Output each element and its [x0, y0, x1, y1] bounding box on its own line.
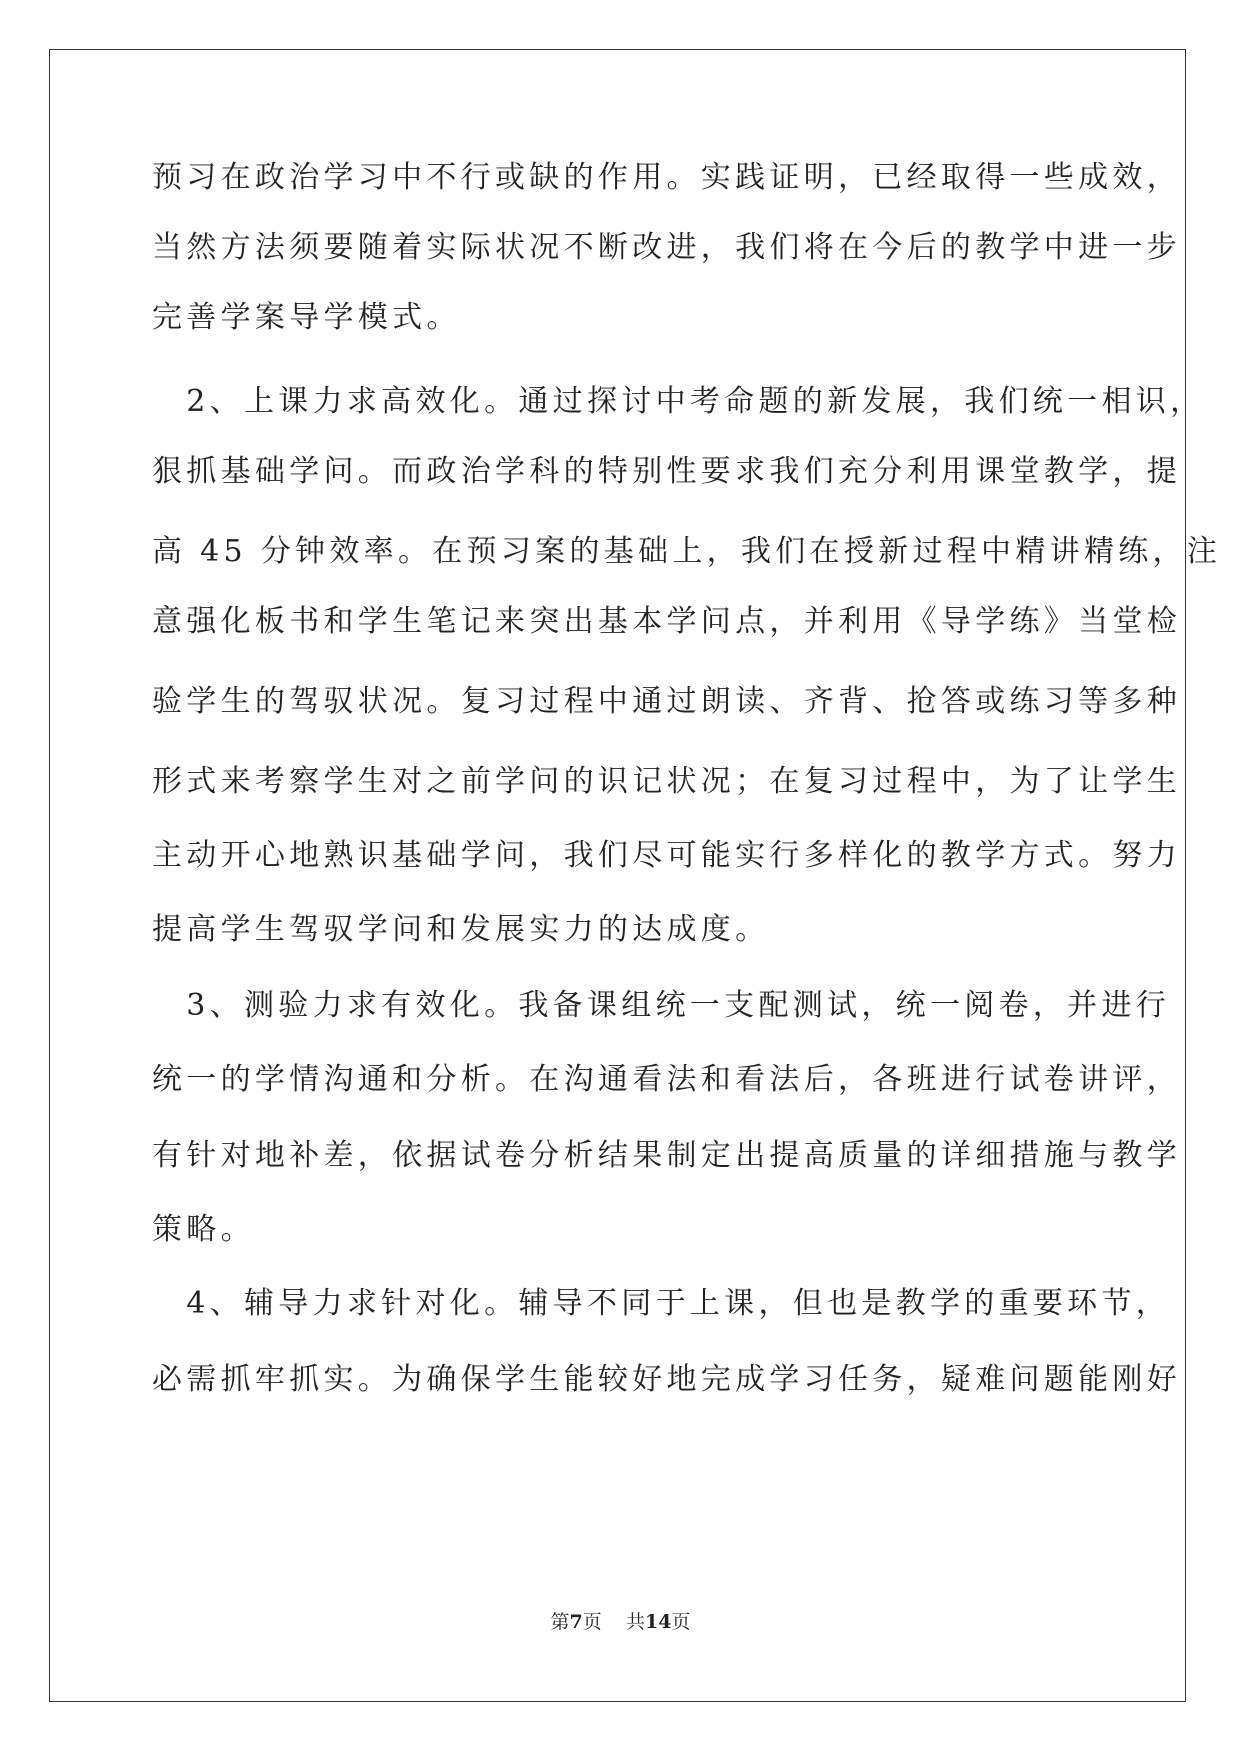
text-line: 高 45 分钟效率。在预习案的基础上，我们在授新过程中精讲精练，注 [152, 534, 1222, 569]
text-line: 当然方法须要随着实际状况不断改进，我们将在今后的教学中进一步 [152, 230, 1181, 265]
text-line: 策略。 [152, 1212, 255, 1247]
text-line: 有针对地补差，依据试卷分析结果制定出提高质量的详细措施与教学 [152, 1138, 1181, 1173]
text-line: 2、上课力求高效化。通过探讨中考命题的新发展，我们统一相识， [152, 384, 1205, 419]
text-line: 狠抓基础学问。而政治学科的特别性要求我们充分利用课堂教学，提 [152, 454, 1181, 489]
page-current: 7 [569, 1611, 583, 1633]
total-suffix: 页 [671, 1611, 691, 1633]
text-line: 3、测验力求有效化。我备课组统一支配测试，统一阅卷，并进行 [152, 988, 1171, 1023]
page-prefix: 第 [550, 1611, 570, 1633]
text-line: 必需抓牢抓实。为确保学生能较好地完成学习任务，疑难问题能刚好 [152, 1362, 1181, 1397]
text-line: 形式来考察学生对之前学问的识记状况；在复习过程中，为了让学生 [152, 764, 1181, 799]
text-line: 4、辅导力求针对化。辅导不同于上课，但也是教学的重要环节， [152, 1286, 1171, 1321]
page-total: 14 [644, 1611, 672, 1633]
text-line: 提高学生驾驭学问和发展实力的达成度。 [152, 912, 770, 947]
page-footer [0, 1610, 1241, 1634]
text-line: 完善学案导学模式。 [152, 300, 461, 335]
text-line: 意强化板书和学生笔记来突出基本学问点，并利用《导学练》当堂检 [152, 604, 1181, 639]
text-line: 预习在政治学习中不行或缺的作用。实践证明，已经取得一些成效， [152, 160, 1181, 195]
text-line: 主动开心地熟识基础学问，我们尽可能实行多样化的教学方式。努力 [152, 838, 1181, 873]
text-line: 统一的学情沟通和分析。在沟通看法和看法后，各班进行试卷讲评， [152, 1062, 1181, 1097]
text-line: 验学生的驾驭状况。复习过程中通过朗读、齐背、抢答或练习等多种 [152, 684, 1181, 719]
page-suffix: 页 [582, 1611, 602, 1633]
total-prefix: 共 [625, 1611, 645, 1633]
